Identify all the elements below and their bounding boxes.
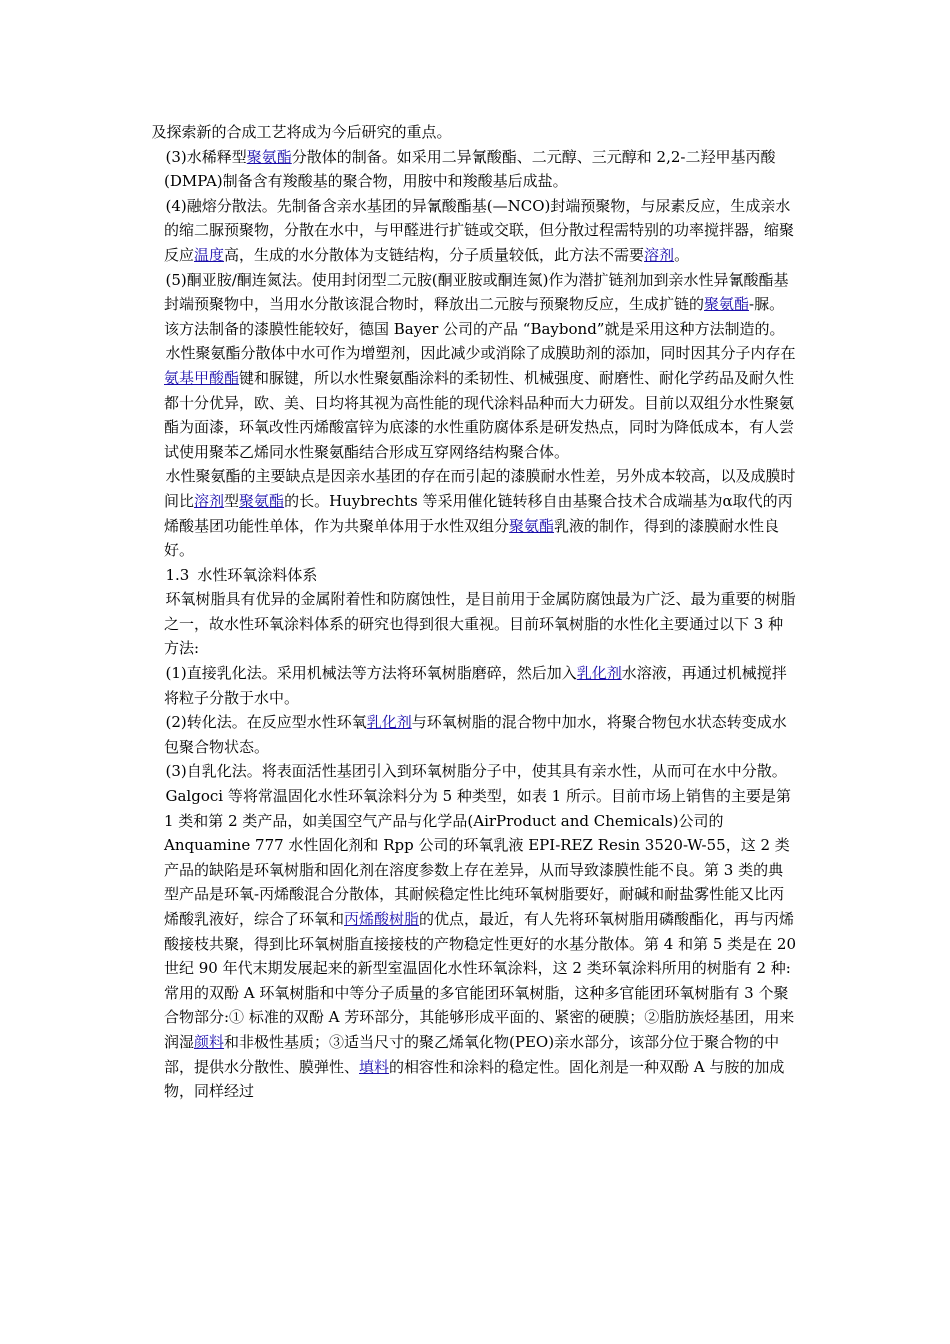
term-link[interactable]: 溶剂	[644, 245, 675, 264]
text-run: 水性聚氨酯的主要缺点是因亲水基团的存在而引起的漆膜耐水性差，另外成本较高，以及成膜时间比	[164, 467, 796, 510]
term-link[interactable]: 乳化剂	[576, 664, 622, 683]
term-link[interactable]: 乳化剂	[366, 713, 412, 732]
text-run: 及探索新的合成工艺将成为今后研究的重点。	[151, 123, 452, 141]
term-link[interactable]: 溶剂	[194, 491, 225, 510]
term-link[interactable]: 氨基甲酸酯	[164, 368, 240, 387]
paragraph-epoxy-method-3	[150, 759, 798, 784]
paragraph-method-4	[150, 194, 798, 268]
text-run: 的长。Huybrechts 等采用催化链转移自由基聚合技术合成端基为α取代的丙烯酸基团功能性单体，作为共聚单体用于水性双组分	[164, 491, 793, 535]
term-link[interactable]: 填料	[359, 1057, 390, 1076]
text-run: 型	[224, 491, 240, 510]
text-run: 的优点，最近，有人先将环氧树脂用磷酸酯化，再与丙烯酸接枝共聚，得到比环氧树脂直接接枝的产物稳定性更好的水基分散体。第 4 和第 5 类是在 20 世纪 90 年代末期发展起来的新型室温固化水性环氧涂料，这 2 类环氧涂料所用的树脂有 2 种:常用的双酚 A 环氧树脂和中等分子质量的多官能团环氧树脂，这种多官能团环氧树脂有 3 个聚合物部分:① 标准的双酚 A 芳环部分，其能够形成平面的、紧密的硬膜；②脂肪族烃基团，用来润湿	[164, 910, 797, 1051]
term-link[interactable]: 聚氨酯	[509, 516, 555, 535]
term-link[interactable]: 颜料	[194, 1032, 225, 1051]
text-run: -脲。该方法制备的漆膜性能较好，德国 Bayer 公司的产品 “Baybond”就是采用这种方法制造的。	[164, 295, 785, 338]
text-run: 。	[674, 245, 690, 264]
text-run: (3)水稀释型	[165, 147, 247, 166]
term-link[interactable]: 聚氨酯	[239, 491, 285, 510]
text-run: 乳液的制作，得到的漆膜耐水性良好。	[164, 516, 780, 560]
text-run: 的相容性和涂料的稳定性。固化剂是一种双酚 A 与胺的加成物，同样经过	[164, 1057, 785, 1101]
term-link[interactable]: 丙烯酸树脂	[344, 910, 420, 928]
text-run: (1)直接乳化法。采用机械法等方法将环氧树脂磨碎，然后加入	[165, 664, 577, 683]
paragraph-epoxy-method-2	[150, 710, 798, 759]
term-link[interactable]: 聚氨酯	[704, 295, 750, 314]
paragraph-pu-drawbacks	[150, 464, 798, 562]
text-run: 水性环氧涂料体系	[197, 565, 318, 584]
paragraph-waterborne-pu	[150, 341, 798, 464]
text-run: Galgoci 等将常温固化水性环氧涂料分为 5 种类型，如表 1 所示。目前市场上销售的主要是第 1 类和第 2 类产品，如美国空气产品与化学品(AirProduct and Chemicals)公司的 Anquamine 777 水性固化剂和 Rpp 公司的环氧乳液 EPI-REZ Resin 3520-W-55，这 2 类产品的缺陷是环氧树脂和固化剂在溶度参数上存在差异，从而导致漆膜性能不良。第 3 类的典型产品是环氧-丙烯酸混合分散体，其耐候稳定性比纯环氧树脂要好，耐碱和耐盐雾性能又比丙烯酸乳液好，综合了环氧和	[164, 787, 791, 928]
text-run: (2)转化法。在反应型水性环氧	[165, 713, 367, 732]
term-link[interactable]: 聚氨酯	[246, 147, 292, 166]
paragraph-galgoci	[150, 784, 798, 1104]
paragraph-epoxy-intro	[150, 587, 798, 661]
text-run: 水性聚氨酯分散体中水可作为增塑剂，因此减少或消除了成膜助剂的添加，同时因其分子内存在	[165, 344, 796, 363]
text-run: (3)自乳化法。将表面活性基团引入到环氧树脂分子中，使其具有亲水性，从而可在水中分散。	[165, 762, 787, 781]
text-run: 分散体的制备。如采用二异氰酸酯、二元醇、三元醇和 2,2-二羟甲基丙酸(DMPA)制备含有羧酸基的聚合物，用胺中和羧酸基后成盐。	[164, 147, 776, 191]
text-run: 与环氧树脂的混合物中加水，将聚合物包水状态转变成水包聚合物状态。	[164, 713, 787, 756]
section-number: 1.3	[165, 565, 190, 584]
text-run: 水溶液，再通过机械搅拌将粒子分散于水中。	[164, 664, 787, 707]
text-run: 键和脲键，所以水性聚氨酯涂料的柔韧性、机械强度、耐磨性、耐化学药品及耐久性都十分优异，欧、美、日均将其视为高性能的现代涂料品种而大力研发。目前以双组分水性聚氨酯为面漆，环氧改性丙烯酸富锌为底漆的水性重防腐体系是研发热点，同时为降低成本，有人尝试使用聚苯乙烯同水性聚氨酯结合形成互穿网络结构聚合体。	[164, 368, 795, 461]
paragraph-0	[150, 120, 798, 145]
term-link[interactable]: 温度	[194, 245, 225, 264]
section-heading	[150, 563, 798, 588]
paragraph-method-3	[150, 145, 798, 194]
text-run: 环氧树脂具有优异的金属附着性和防腐蚀性，是目前用于金属防腐蚀最为广泛、最为重要的树脂之一，故水性环氧涂料体系的研究也得到很大重视。目前环氧树脂的水性化主要通过以下 3 种方法:	[164, 590, 796, 658]
document-page	[150, 120, 798, 1104]
text-run: 和非极性基质；③适当尺寸的聚乙烯氧化物(PEO)亲水部分，该部分位于聚合物的中部，提供水分散性、膜弹性、	[164, 1032, 780, 1076]
text-run: (5)酮亚胺/酮连氮法。使用封闭型二元胺(酮亚胺或酮连氮)作为潜扩链剂加到亲水性异氰酸酯基封端预聚物中，当用水分散该混合物时，释放出二元胺与预聚物反应，生成扩链的	[164, 270, 789, 314]
paragraph-method-5	[150, 268, 798, 342]
text-run: (4)融熔分散法。先制备含亲水基团的异氰酸酯基(—NCO)封端预聚物，与尿素反应，生成亲水的缩二脲预聚物，分散在水中，与甲醛进行扩链或交联，但分散过程需特别的功率搅拌器，缩聚反应	[164, 196, 795, 264]
paragraph-epoxy-method-1	[150, 661, 798, 710]
text-run: 高，生成的水分散体为支链结构，分子质量较低，此方法不需要	[224, 245, 645, 264]
